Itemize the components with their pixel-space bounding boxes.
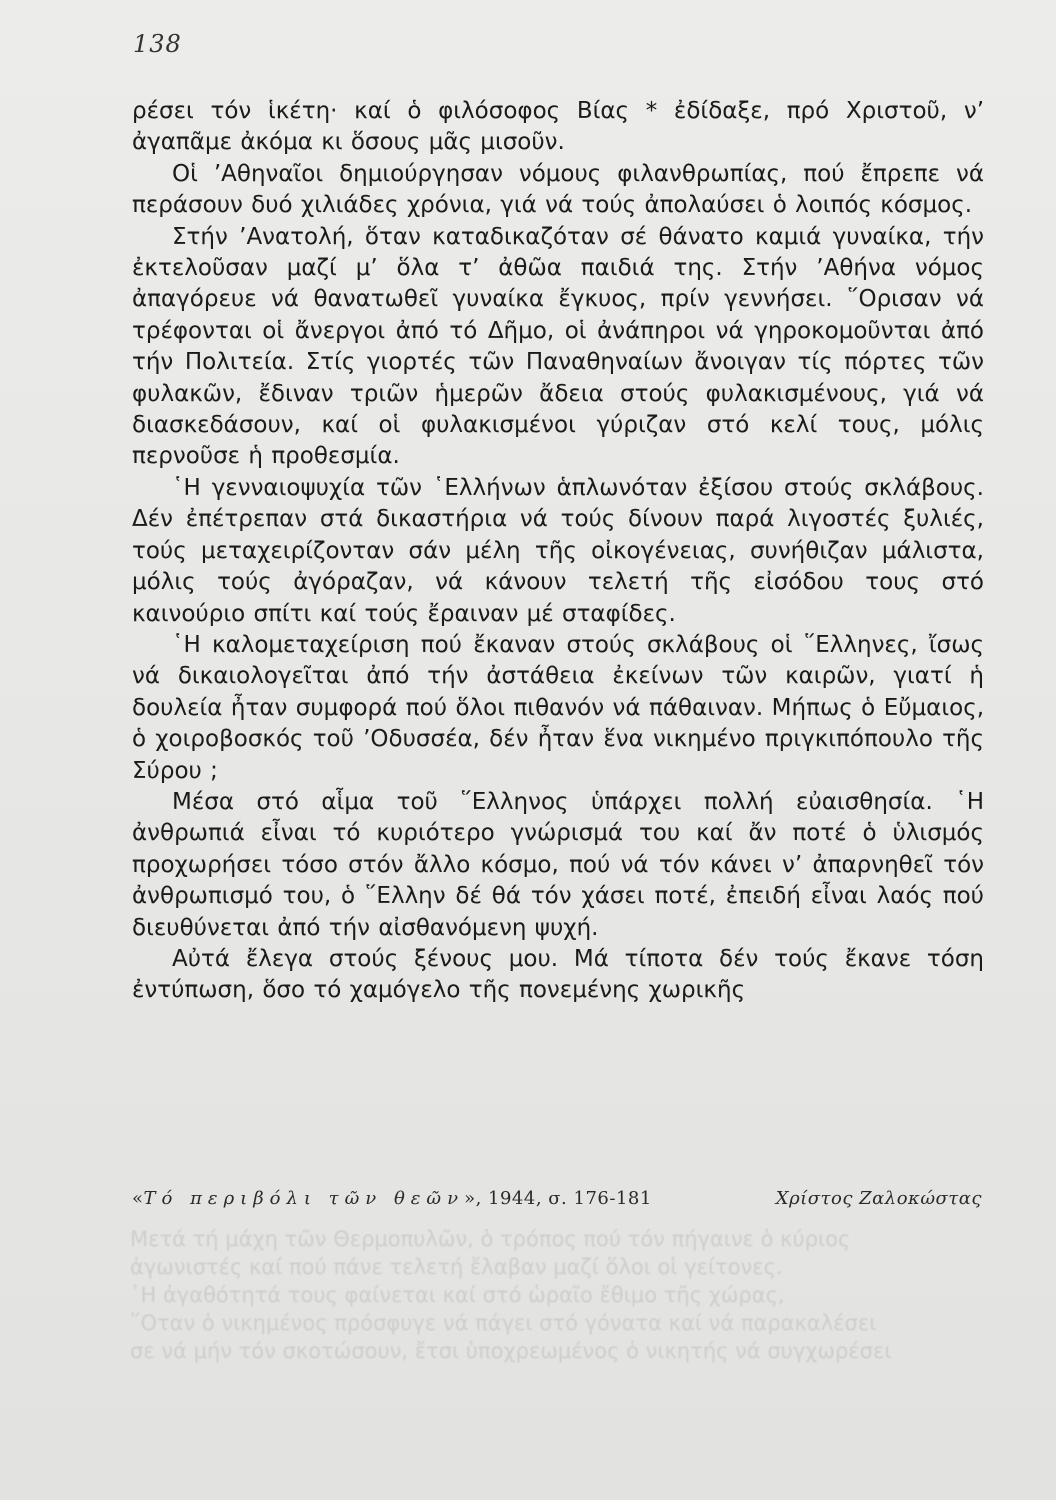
paragraph: ῾Η γενναιοψυχία τῶν ῾Ελλήνων ἁπλωνόταν ἐξίσου στούς σκλάβους. Δέν ἐπέτρεπαν στά δικαστήρια νά τούς δίνουν παρά λιγοστές ξυλιές, τούς μεταχειρίζονταν σάν μέλη τῆς οἰκογένειας, συνήθιζαν μάλιστα, μόλις τούς ἀγόραζαν, νά κάνουν τελετή τῆς εἰσόδου τους στό καινούριο σπίτι καί τούς ἔραιναν μέ σταφίδες. [132,474,984,627]
body-text [132,96,984,1007]
bleed-through-line: ἀγωνιστές καί πού πάνε τελετή ἔλαβαν μαζί ὅλοι οἱ γείτονες. [130,1255,783,1279]
bleed-through-line: σε νά μήν τόν σκοτώσουν, ἔτσι ὑποχρεωμένος ὁ νικητής νά συγχωρέσει [130,1339,892,1363]
bleed-through-line: ῾Η ἀγαθότητά τους φαίνεται καί στό ὡραῖο ἔθιμο τῆς χώρας, [130,1283,785,1307]
bleed-through-line: Μετά τή μάχη τῶν Θερμοπυλῶν, ὁ τρόπος πού τόν πήγαινε ὁ κύριος [130,1227,851,1251]
citation-open-quote: « [132,1188,144,1209]
paragraph: Αὐτά ἔλεγα στούς ξένους μου. Μά τίποτα δέν τούς ἔκανε τόση ἐντύπωση, ὅσο τό χαμόγελο τῆς πονεμένης χωρικῆς [132,945,984,1004]
paragraph: Οἱ ’Αθηναῖοι δημιούργησαν νόμους φιλανθρωπίας, πού ἔπρεπε νά περάσουν δυό χιλιάδες χρόνια, γιά νά τούς ἀπολαύσει ὁ λοιπός κόσμος. [132,160,984,219]
citation-details: », 1944, σ. 176-181 [464,1188,652,1209]
page-number: 138 [133,30,182,58]
bleed-through-text [130,1225,990,1365]
paragraph: Μέσα στό αἷμα τοῦ ῞Ελληνος ὑπάρχει πολλή εὐαισθησία. ῾Η ἀνθρωπιά εἶναι τό κυριότερο γνώρισμά του καί ἄν ποτέ ὁ ὑλισμός προχωρήσει τόσο στόν ἄλλο κόσμο, πού νά τόν κάνει ν’ ἀπαρνηθεῖ τόν ἀνθρωπισμό του, ὁ ῞Ελλην δέ θά τόν χάσει ποτέ, ἐπειδή εἶναι λαός πού διευθύνεται ἀπό τήν αἰσθανόμενη ψυχή. [132,788,984,941]
paragraph: Στήν ’Ανατολή, ὅταν καταδικαζόταν σέ θάνατο καμιά γυναίκα, τήν ἐκτελοῦσαν μαζί μ’ ὅλα τ’ ἀθῶα παιδιά της. Στήν ’Αθήνα νόμος ἀπαγόρευε νά θανατωθεῖ γυναίκα ἔγκυος, πρίν γεννήσει. ῞Ορισαν νά τρέφονται οἱ ἄνεργοι ἀπό τό Δῆμο, οἱ ἀνάπηροι νά γηροκομοῦνται ἀπό τήν Πολιτεία. Στίς γιορτές τῶν Παναθηναίων ἄνοιγαν τίς πόρτες τῶν φυλακῶν, ἔδιναν τριῶν ἡμερῶν ἄδεια στούς φυλακισμένους, γιά νά διασκεδάσουν, καί οἱ φυλακισμένοι γύριζαν στό κελί τους, μόλις περνοῦσε ἡ προθεσμία. [132,223,984,470]
citation [132,1188,982,1209]
citation-book-title: Τό περιβόλι τῶν θεῶν [143,1188,465,1209]
citation-author: Χρίστος Ζαλοκώστας [775,1188,982,1209]
paragraph: ρέσει τόν ἱκέτη· καί ὁ φιλόσοφος Βίας * ἐδίδαξε, πρό Χριστοῦ, ν’ ἀγαπᾶμε ἀκόμα κι ὅσους μᾶς μισοῦν. [132,98,984,156]
paragraph: ῾Η καλομεταχείριση πού ἔκαναν στούς σκλάβους οἱ ῞Ελληνες, ἴσως νά δικαιολογεῖται ἀπό τήν ἀστάθεια ἐκείνων τῶν καιρῶν, γιατί ἡ δουλεία ἦταν συμφορά πού ὅλοι πιθανόν νά πάθαιναν. Μήπως ὁ Εὔμαιος, ὁ χοιροβοσκός τοῦ ’Οδυσσέα, δέν ἦταν ἕνα νικημένο πριγκιπόπουλο τῆς Σύρου ; [132,631,984,784]
bleed-through-line: ῞Οταν ὁ νικημένος πρόσφυγε νά πάγει στό γόνατα καί νά παρακαλέσει [130,1311,877,1335]
citation-source [132,1188,652,1209]
